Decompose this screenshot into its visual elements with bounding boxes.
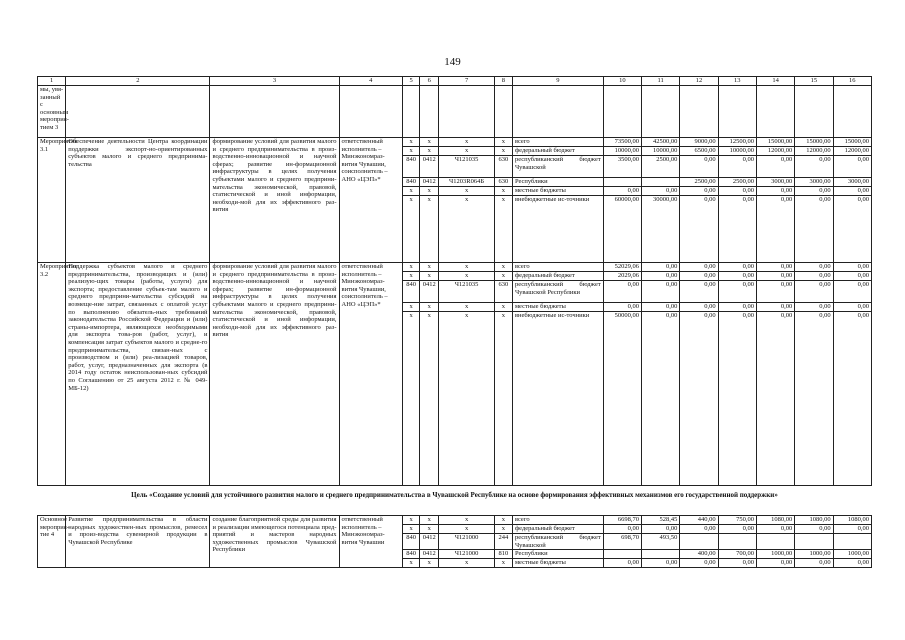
amount-cell: 0,00 <box>756 525 794 534</box>
grbs-code: 840 <box>403 550 420 559</box>
expense-type: 244 <box>494 534 512 550</box>
expense-type: х <box>494 272 512 281</box>
target-article: Ч121000 <box>439 550 494 559</box>
grbs-code: х <box>403 196 420 263</box>
amount-cell <box>642 550 680 559</box>
amount-cell: 60000,00 <box>603 196 641 263</box>
amount-cell: 493,50 <box>642 534 680 550</box>
section-code: х <box>420 263 439 272</box>
col-num: 11 <box>642 77 680 86</box>
funding-source: местные бюджеты <box>512 559 603 568</box>
amount-cell: 2029,06 <box>603 272 641 281</box>
amount-cell: 10000,00 <box>642 147 680 156</box>
target-article: х <box>439 559 494 568</box>
event-executor: ответственный исполнитель – Минэкономраз-вития Чувашии <box>339 516 403 568</box>
amount-cell: 73500,00 <box>603 138 641 147</box>
funding-source: республиканский бюджет Чувашской <box>512 156 603 178</box>
program-table <box>37 76 872 486</box>
amount-cell: 2500,00 <box>718 178 756 187</box>
amount-cell: 0,00 <box>603 187 641 196</box>
target-article: Ч121035 <box>439 281 494 303</box>
event-goal: формирование условий для развития малого и среднего предпринимательства в произ-водственно-инновационной и научной сферах; развитие ин-формационной инфраструктуры в целях получения субъектами малого и среднего предприни-мательства экономической, правовой, статистической и иной информации, необходи-мой для их эффективного раз-вития <box>210 138 339 263</box>
col-num: 13 <box>718 77 756 86</box>
grbs-code: 840 <box>403 178 420 187</box>
event-name: Мероприятие 3.1 <box>38 138 66 263</box>
amount-cell: 0,00 <box>642 187 680 196</box>
section-code: 0412 <box>420 156 439 178</box>
page-number: 149 <box>444 56 461 68</box>
amount-cell: 1000,00 <box>756 550 794 559</box>
amount-cell: 0,00 <box>680 156 718 178</box>
amount-cell: 0,00 <box>603 303 641 312</box>
amount-cell: 10000,00 <box>603 147 641 156</box>
section-code: х <box>420 138 439 147</box>
amount-cell: 0,00 <box>795 263 833 272</box>
expense-type: х <box>494 187 512 196</box>
col-num: 2 <box>66 77 210 86</box>
amount-cell: 0,00 <box>718 281 756 303</box>
target-article: Ч1203R064Б <box>439 178 494 187</box>
col-num: 14 <box>756 77 794 86</box>
target-article: х <box>439 263 494 272</box>
event-name: мы, увя-занный с основным мероприя-тием 3 <box>38 86 66 138</box>
amount-cell: 0,00 <box>756 156 794 178</box>
expense-type: х <box>494 196 512 263</box>
expense-type: 810 <box>494 550 512 559</box>
expense-type: х <box>494 303 512 312</box>
funding-source: республиканский бюджет Чувашской <box>512 534 603 550</box>
amount-cell: 15000,00 <box>833 138 871 147</box>
section-code: х <box>420 147 439 156</box>
amount-cell: 0,00 <box>603 559 641 568</box>
target-article: х <box>439 147 494 156</box>
col-num: 3 <box>210 77 339 86</box>
grbs-code: 840 <box>403 281 420 303</box>
funding-source: местные бюджеты <box>512 303 603 312</box>
col-num: 15 <box>795 77 833 86</box>
section-code: 0412 <box>420 281 439 303</box>
amount-cell: 0,00 <box>718 272 756 281</box>
amount-cell: 12000,00 <box>795 147 833 156</box>
amount-cell: 1080,00 <box>833 516 871 525</box>
amount-cell: 400,00 <box>680 550 718 559</box>
funding-source: всего <box>512 138 603 147</box>
amount-cell: 0,00 <box>680 196 718 263</box>
amount-cell: 0,00 <box>756 312 794 486</box>
funding-source: федеральный бюджет <box>512 272 603 281</box>
amount-cell: 0,00 <box>756 263 794 272</box>
amount-cell: 2500,00 <box>642 156 680 178</box>
continuation-row <box>38 86 872 138</box>
col-num: 6 <box>420 77 439 86</box>
grbs-code: х <box>403 525 420 534</box>
section-code: х <box>420 559 439 568</box>
grbs-code: 840 <box>403 156 420 178</box>
goal-heading: Цель «Создание условий для устойчивого развития малого и среднего предпринимательства в Чувашской Республике на основе формирования эффективных механизмов его государственной поддержки» <box>131 491 778 499</box>
amount-cell: 0,00 <box>833 559 871 568</box>
amount-cell: 0,00 <box>795 281 833 303</box>
amount-cell <box>833 534 871 550</box>
grbs-code: х <box>403 303 420 312</box>
table-row <box>38 138 872 147</box>
amount-cell: 3000,00 <box>795 178 833 187</box>
amount-cell: 42500,00 <box>642 138 680 147</box>
event-description: Поддержка субъектов малого и среднего предпринимательства, производящих и (или) реализую-щих товары (работы, услуги) для экспорта; предоставление субъек-там малого и среднего предприни-мательства субсидий на возмеще-ние затрат, связанных с оплатой услуг по выполнению обязатель-ных требований законодательства Российской Федерации и (или) страны-импортера, являющихся необходимыми для экспорта това-ров (работ, услуг), и компенсация затрат субъектов малого и средне-го предпринимательства, связан-ных с производством и (или) реа-лизацией товаров, работ, услуг, предназначенных для экспорта (в 2014 году остаток неиспользован-ных субсидий по Соглашению от 25 августа 2012 г. № 049-МБ-12) <box>66 263 210 486</box>
amount-cell: 3500,00 <box>603 156 641 178</box>
amount-cell: 0,00 <box>718 303 756 312</box>
section-code: 0412 <box>420 550 439 559</box>
expense-type: х <box>494 147 512 156</box>
expense-type: 630 <box>494 178 512 187</box>
funding-source: Республики <box>512 550 603 559</box>
amount-cell: 528,45 <box>642 516 680 525</box>
amount-cell <box>795 534 833 550</box>
amount-cell: 0,00 <box>756 281 794 303</box>
amount-cell: 0,00 <box>833 303 871 312</box>
amount-cell: 0,00 <box>795 312 833 486</box>
amount-cell: 0,00 <box>680 272 718 281</box>
amount-cell: 0,00 <box>833 525 871 534</box>
funding-source: местные бюджеты <box>512 187 603 196</box>
funding-source: внебюджетные ис-точники <box>512 196 603 263</box>
funding-source: Республики <box>512 178 603 187</box>
section-code: х <box>420 312 439 486</box>
section-code: х <box>420 525 439 534</box>
expense-type: 630 <box>494 281 512 303</box>
amount-cell: 0,00 <box>603 525 641 534</box>
amount-cell: 2500,00 <box>680 178 718 187</box>
target-article: х <box>439 303 494 312</box>
event-description: Развитие предпринимательства в области народных художествен-ных промыслов, ремесел и произ-водства сувенирной продукции в Чувашской Республике <box>66 516 210 568</box>
event-executor: ответственный исполнитель – Минэкономраз-вития Чувашии, соисполнитель – АНО «ЦЭП»* <box>339 263 403 486</box>
amount-cell: 0,00 <box>718 263 756 272</box>
amount-cell: 0,00 <box>680 312 718 486</box>
section-code: х <box>420 516 439 525</box>
amount-cell: 0,00 <box>833 281 871 303</box>
amount-cell: 0,00 <box>833 187 871 196</box>
amount-cell: 0,00 <box>795 303 833 312</box>
target-article: х <box>439 516 494 525</box>
amount-cell: 0,00 <box>795 187 833 196</box>
col-num: 1 <box>38 77 66 86</box>
amount-cell: 15000,00 <box>756 138 794 147</box>
amount-cell: 9000,00 <box>680 138 718 147</box>
amount-cell: 30000,00 <box>642 196 680 263</box>
amount-cell: 0,00 <box>680 187 718 196</box>
funding-source: всего <box>512 516 603 525</box>
amount-cell: 0,00 <box>756 187 794 196</box>
expense-type: х <box>494 312 512 486</box>
target-article: х <box>439 525 494 534</box>
amount-cell: 0,00 <box>718 525 756 534</box>
funding-source: внебюджетные ис-точники <box>512 312 603 486</box>
grbs-code: х <box>403 138 420 147</box>
table-row <box>38 516 872 525</box>
amount-cell: 440,00 <box>680 516 718 525</box>
col-num: 7 <box>439 77 494 86</box>
amount-cell: 0,00 <box>680 559 718 568</box>
amount-cell <box>603 550 641 559</box>
amount-cell: 0,00 <box>756 559 794 568</box>
amount-cell: 0,00 <box>756 196 794 263</box>
target-article: Ч121000 <box>439 534 494 550</box>
amount-cell: 0,00 <box>833 272 871 281</box>
event-name: Мероприятие 3.2 <box>38 263 66 486</box>
amount-cell: 1080,00 <box>795 516 833 525</box>
amount-cell: 1000,00 <box>795 550 833 559</box>
amount-cell: 0,00 <box>642 281 680 303</box>
amount-cell: 0,00 <box>680 303 718 312</box>
amount-cell: 0,00 <box>680 525 718 534</box>
target-article: х <box>439 312 494 486</box>
amount-cell: 700,00 <box>718 550 756 559</box>
amount-cell: 0,00 <box>718 196 756 263</box>
funding-source: федеральный бюджет <box>512 525 603 534</box>
amount-cell: 0,00 <box>756 303 794 312</box>
section-code: х <box>420 303 439 312</box>
event-executor: ответственный исполнитель – Минэкономраз-вития Чувашии, соисполнитель – АНО «ЦЭП»* <box>339 138 403 263</box>
amount-cell: 0,00 <box>718 187 756 196</box>
section-code: х <box>420 196 439 263</box>
amount-cell: 15000,00 <box>795 138 833 147</box>
target-article: х <box>439 272 494 281</box>
amount-cell: 0,00 <box>756 272 794 281</box>
funding-source: республиканский бюджет Чувашской Республики <box>512 281 603 303</box>
amount-cell: 0,00 <box>603 281 641 303</box>
amount-cell: 0,00 <box>795 156 833 178</box>
amount-cell: 0,00 <box>795 525 833 534</box>
col-num: 12 <box>680 77 718 86</box>
grbs-code: х <box>403 272 420 281</box>
amount-cell <box>680 534 718 550</box>
expense-type: х <box>494 559 512 568</box>
table-row <box>38 263 872 272</box>
amount-cell: 0,00 <box>795 196 833 263</box>
amount-cell: 1080,00 <box>756 516 794 525</box>
amount-cell: 0,00 <box>718 559 756 568</box>
expense-type: х <box>494 263 512 272</box>
amount-cell: 0,00 <box>718 156 756 178</box>
section-code: х <box>420 272 439 281</box>
target-article: Ч121035 <box>439 156 494 178</box>
amount-cell: 50000,00 <box>603 312 641 486</box>
amount-cell: 0,00 <box>833 263 871 272</box>
amount-cell <box>756 534 794 550</box>
amount-cell: 10000,00 <box>718 147 756 156</box>
amount-cell: 0,00 <box>718 312 756 486</box>
amount-cell: 0,00 <box>642 263 680 272</box>
col-num: 4 <box>339 77 403 86</box>
amount-cell: 6500,00 <box>680 147 718 156</box>
grbs-code: х <box>403 187 420 196</box>
amount-cell: 52029,06 <box>603 263 641 272</box>
event-goal: формирование условий для развития малого и среднего предпринимательства в произ-водственно-инновационной и научной сферах; развитие ин-формационной инфраструктуры в целях получения субъектами малого и среднего предприни-мательства экономической, правовой, статистической и иной информации, необходи-мой для их эффективного раз-вития <box>210 263 339 486</box>
col-num: 10 <box>603 77 641 86</box>
event-goal: создание благоприятной среды для развития и реализации имеющегося потенциала пред-приятий и мастеров народных художественных промыслов Чувашской Республики <box>210 516 339 568</box>
target-article: х <box>439 138 494 147</box>
amount-cell: 0,00 <box>642 303 680 312</box>
amount-cell: 12000,00 <box>756 147 794 156</box>
amount-cell: 12000,00 <box>833 147 871 156</box>
amount-cell <box>603 178 641 187</box>
amount-cell: 0,00 <box>642 312 680 486</box>
amount-cell: 0,00 <box>680 281 718 303</box>
section-code: 0412 <box>420 534 439 550</box>
expense-type: х <box>494 516 512 525</box>
grbs-code: х <box>403 559 420 568</box>
expense-type: х <box>494 525 512 534</box>
program-table-2 <box>37 515 872 568</box>
amount-cell: 698,70 <box>603 534 641 550</box>
amount-cell: 0,00 <box>795 559 833 568</box>
amount-cell: 750,00 <box>718 516 756 525</box>
grbs-code: 840 <box>403 534 420 550</box>
col-num: 16 <box>833 77 871 86</box>
amount-cell: 3000,00 <box>756 178 794 187</box>
amount-cell: 12500,00 <box>718 138 756 147</box>
amount-cell: 0,00 <box>642 272 680 281</box>
expense-type: х <box>494 138 512 147</box>
amount-cell: 0,00 <box>833 312 871 486</box>
amount-cell: 1000,00 <box>833 550 871 559</box>
amount-cell: 0,00 <box>642 525 680 534</box>
col-num: 8 <box>494 77 512 86</box>
amount-cell: 0,00 <box>642 559 680 568</box>
event-description: Обеспечение деятельности Центра координации поддержки экспорт-но-ориентированных субъектов малого и среднего предпринима-тельства <box>66 138 210 263</box>
section-code: х <box>420 187 439 196</box>
funding-source: всего <box>512 263 603 272</box>
amount-cell: 6698,70 <box>603 516 641 525</box>
event-name: Основное мероприя-тие 4 <box>38 516 66 568</box>
amount-cell: 0,00 <box>833 156 871 178</box>
amount-cell: 0,00 <box>833 196 871 263</box>
grbs-code: х <box>403 516 420 525</box>
grbs-code: х <box>403 263 420 272</box>
section-code: 0412 <box>420 178 439 187</box>
expense-type: 630 <box>494 156 512 178</box>
col-num: 5 <box>403 77 420 86</box>
column-number-row <box>38 77 872 86</box>
amount-cell: 0,00 <box>795 272 833 281</box>
amount-cell: 0,00 <box>680 263 718 272</box>
amount-cell <box>718 534 756 550</box>
grbs-code: х <box>403 312 420 486</box>
target-article: х <box>439 196 494 263</box>
target-article: х <box>439 187 494 196</box>
amount-cell: 3000,00 <box>833 178 871 187</box>
funding-source: федеральный бюджет <box>512 147 603 156</box>
amount-cell <box>642 178 680 187</box>
col-num: 9 <box>512 77 603 86</box>
grbs-code: х <box>403 147 420 156</box>
